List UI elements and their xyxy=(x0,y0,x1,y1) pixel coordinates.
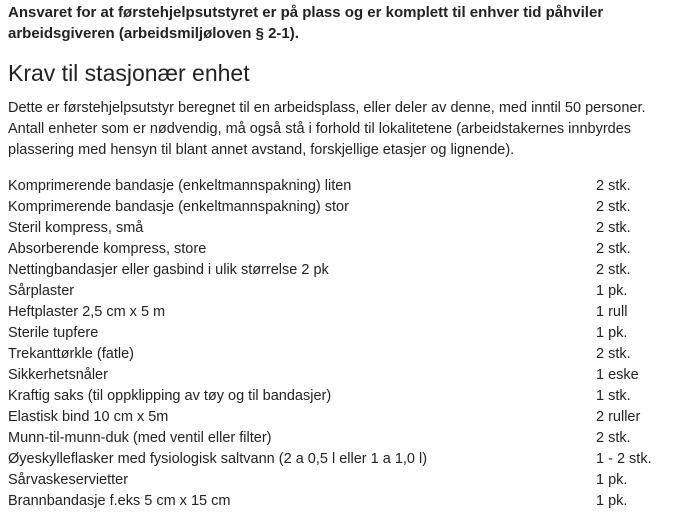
section-description: Dette er førstehjelpsutstyr beregnet til en arbeidsplass, eller deler av denne, med inntil 50 personer. Antall enheter som er nødvendig, må også stå i forhold til lokalitetene (arbeidstakernes innbyrdes plassering med hensyn til blant annet avstand, forskjellige etasjer og lignende). xyxy=(8,100,646,158)
article xyxy=(8,0,670,512)
item-name: Komprimerende bandasje (enkeltmannspakning) liten xyxy=(8,178,352,194)
item-quantity: 2 stk. xyxy=(596,241,631,257)
equipment-list xyxy=(8,176,670,512)
item-quantity: 1 stk. xyxy=(596,388,631,404)
item-quantity: 1 pk. xyxy=(596,493,628,509)
item-quantity: 2 stk. xyxy=(596,346,631,362)
item-name: Øyeskylleflasker med fysiologisk saltvann (2 a 0,5 l eller 1 a 1,0 l) xyxy=(8,451,428,467)
table-row xyxy=(8,344,670,365)
table-row xyxy=(8,491,670,512)
item-name: Sikkerhetsnåler xyxy=(8,367,108,383)
item-name: Trekanttørkle (fatle) xyxy=(8,346,134,362)
item-quantity: 1 pk. xyxy=(596,472,628,488)
item-name: Brannbandasje f.eks 5 cm x 15 cm xyxy=(8,493,231,509)
item-quantity: 2 stk. xyxy=(596,220,631,236)
table-row xyxy=(8,302,670,323)
item-quantity: 2 stk. xyxy=(596,430,631,446)
equipment-table xyxy=(8,176,670,512)
section-heading: Krav til stasjonær enhet xyxy=(8,60,250,86)
table-row xyxy=(8,218,670,239)
table-row xyxy=(8,176,670,197)
table-row xyxy=(8,239,670,260)
item-quantity: 2 stk. xyxy=(596,199,631,215)
item-name: Sterile tupfere xyxy=(8,325,99,341)
item-quantity: 1 rull xyxy=(596,304,628,320)
table-row xyxy=(8,323,670,344)
item-quantity: 1 pk. xyxy=(596,325,628,341)
table-row xyxy=(8,386,670,407)
item-quantity: 2 ruller xyxy=(596,409,641,425)
item-name: Absorberende kompress, store xyxy=(8,241,207,257)
table-row xyxy=(8,428,670,449)
intro-text: Ansvaret for at førstehjelpsutstyret er på plass og er komplett til enhver tid påhviler arbeidsgiveren (arbeidsmiljøloven § 2-1). xyxy=(8,4,604,42)
item-quantity: 2 stk. xyxy=(596,178,631,194)
item-quantity: 1 eske xyxy=(596,367,639,383)
item-name: Munn-til-munn-duk (med ventil eller filter) xyxy=(8,430,272,446)
item-name: Steril kompress, små xyxy=(8,220,144,236)
item-name: Heftplaster 2,5 cm x 5 m xyxy=(8,304,166,320)
item-name: Sårvaskeservietter xyxy=(8,472,129,488)
table-row xyxy=(8,281,670,302)
table-row xyxy=(8,260,670,281)
table-row xyxy=(8,407,670,428)
table-row xyxy=(8,449,670,470)
item-name: Elastisk bind 10 cm x 5m xyxy=(8,409,169,425)
item-name: Komprimerende bandasje (enkeltmannspakning) stor xyxy=(8,199,349,215)
table-row xyxy=(8,365,670,386)
item-quantity: 1 - 2 stk. xyxy=(596,451,652,467)
item-name: Kraftig saks (til oppklipping av tøy og til bandasjer) xyxy=(8,388,332,404)
item-quantity: 1 pk. xyxy=(596,283,628,299)
table-row xyxy=(8,470,670,491)
item-name: Nettingbandasjer eller gasbind i ulik størrelse 2 pk xyxy=(8,262,329,278)
item-quantity: 2 stk. xyxy=(596,262,631,278)
table-row xyxy=(8,197,670,218)
item-name: Sårplaster xyxy=(8,283,75,299)
